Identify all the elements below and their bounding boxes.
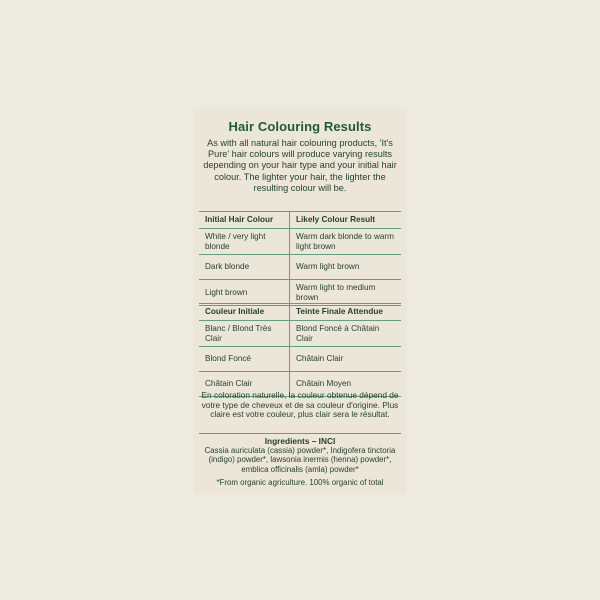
table-row bbox=[199, 229, 401, 255]
table-cell: Châtain Clair bbox=[290, 347, 402, 372]
ingredients-list: Cassia auriculata (cassia) powder*, Indigofera tinctoria (indigo) powder*, lawsonia inermis (henna) powder*, emblica officinalis (amla) powder* bbox=[204, 446, 396, 474]
table-header-initial-colour: Initial Hair Colour bbox=[199, 212, 290, 229]
table-cell: White / very light blonde bbox=[199, 229, 290, 255]
table-row bbox=[199, 280, 401, 306]
section-divider bbox=[199, 433, 401, 434]
table-header-teinte-finale: Teinte Finale Attendue bbox=[290, 304, 402, 321]
table-cell: Warm light to medium brown bbox=[290, 280, 402, 306]
product-label-card bbox=[193, 107, 407, 495]
table-header-likely-result: Likely Colour Result bbox=[290, 212, 402, 229]
table-row bbox=[199, 321, 401, 347]
table-cell: Blond Foncé bbox=[199, 347, 290, 372]
table-cell: Warm dark blonde to warm light brown bbox=[290, 229, 402, 255]
table-cell: Blanc / Blond Très Clair bbox=[199, 321, 290, 347]
table-header-couleur-initiale: Couleur Initiale bbox=[199, 304, 290, 321]
table-row bbox=[199, 347, 401, 372]
table-cell: Warm light brown bbox=[290, 255, 402, 280]
french-description: En coloration naturelle, la couleur obtenue dépend de votre type de cheveux et de sa couleur d'origine. Plus claire est votre couleur, plus clair sera le résultat. bbox=[201, 390, 399, 420]
organic-footnote: *From organic agriculture. 100% organic of total bbox=[216, 478, 384, 487]
french-colour-results-table bbox=[199, 303, 401, 397]
table-row bbox=[199, 255, 401, 280]
table-cell: Dark blonde bbox=[199, 255, 290, 280]
page-title: Hair Colouring Results bbox=[228, 119, 372, 134]
table-cell: Châtain Clair bbox=[199, 372, 290, 397]
table-cell: Châtain Moyen bbox=[290, 372, 402, 397]
intro-paragraph: As with all natural hair colouring products, 'It's Pure' hair colours will produce varying results depending on your hair type and your initial hair colour. The lighter your hair, the lighter the resulting colour will be. bbox=[203, 138, 397, 193]
table-cell: Blond Foncé à Châtain Clair bbox=[290, 321, 402, 347]
ingredients-heading: Ingredients – INCI bbox=[264, 436, 336, 446]
table-cell: Light brown bbox=[199, 280, 290, 306]
english-colour-results-table bbox=[199, 211, 401, 306]
